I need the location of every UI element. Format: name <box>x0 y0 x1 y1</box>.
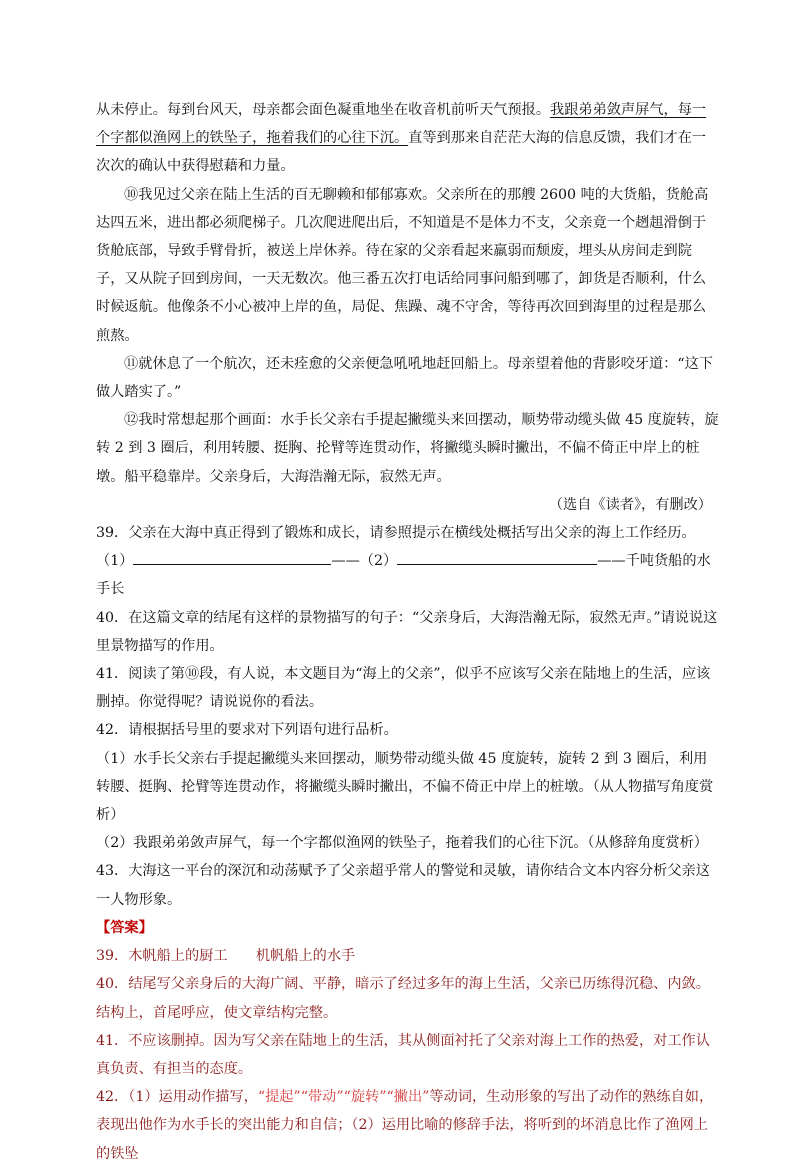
question-42: 42．请根据括号里的要求对下列语句进行品析。 <box>96 722 398 739</box>
answer-blank-2[interactable] <box>397 548 597 565</box>
passage-paragraph-10: ⑩我见过父亲在陆上生活的百无聊赖和郁郁寡欢。父亲所在的那艘 2600 吨的大货船，货舱高达四五米，进出都必须爬梯子。几次爬进爬出后，不知道是不是体力不支，父亲竟一个趔趄滑倒于货舱底部，导致手臂骨折，被送上岸休养。待在家的父亲看起来羸弱而颓废，埋头从房间走到院子，又从院子回到房间，一天无数次。他三番五次打电话给同事问船到哪了，卸货是否顺利，什么时候返航。他像条不小心被冲上岸的鱼，局促、焦躁、魂不守舍，等待再次回到海里的过程是那么煎熬。 <box>96 186 709 344</box>
passage-paragraph-9-end <box>96 96 720 181</box>
answers-section <box>96 942 720 1168</box>
source-note: （选自《读者》，有删改） <box>548 496 712 513</box>
document-page <box>96 96 720 1168</box>
answer-blank-1[interactable] <box>133 548 331 565</box>
question-42-item-1: （1）水手长父亲右手提起撇缆头来回摆动，顺势带动缆头做 45 度旋转，旋转 2 到 3 圈后，利用转腰、挺胸、抡臂等连贯动作，将撇缆头瞬时撇出，不偏不倚正中岸上的桩墩。（从人物描写角度赏析） <box>96 750 714 824</box>
answer-41: 41．不应该删掉。因为写父亲在陆地上的生活，其从侧面衬托了父亲对海上工作的热爱，对工作认真负责、有担当的态度。 <box>96 1032 710 1077</box>
highlighted-verbs: “提起”“带动”“旋转”“撇出” <box>257 1089 430 1106</box>
passage-text: 从未停止。每到台风天，母亲都会面色凝重地坐在收音机前听天气预报。 <box>96 102 551 118</box>
question-40: 40．在这篇文章的结尾有这样的景物描写的句子：“父亲身后，大海浩瀚无际，寂然无声。”请说说这里景物描写的作用。 <box>96 609 718 654</box>
question-42-item-2: （2）我跟弟弟敛声屏气，每一个字都似渔网的铁坠子，拖着我们的心往下沉。（从修辞角度赏析） <box>96 835 708 852</box>
passage-text: 直等到那来自茫茫大海的信息反馈，我们才在一次次的确认中获得慰藉和力量。 <box>96 130 707 175</box>
answer-text: 等动词，生动形象的写出了动作的熟练自如，表现出他作为水手长的突出能力和自信；（2）运用比喻的修辞手法，将听到的坏消息比作了渔网上的铁坠 <box>96 1089 714 1162</box>
question-43: 43．大海这一平台的深沉和动荡赋予了父亲超乎常人的警觉和灵敏，请你结合文本内容分析父亲这一人物形象。 <box>96 863 710 908</box>
blank-hint: ——千吨货船的水手长 <box>96 553 711 598</box>
underlined-sentence: 我跟弟弟敛声屏气，每一个字都似渔网上的铁坠子，拖着我们的心往下沉。 <box>96 102 707 147</box>
question-39-blanks <box>96 547 720 603</box>
question-39: 39．父亲在大海中真正得到了锻炼和成长，请参照提示在横线处概括写出父亲的海上工作经历。 <box>96 525 696 542</box>
answer-heading: 【答案】 <box>96 919 153 936</box>
passage-paragraph-11: ⑪就休息了一个航次，还未痊愈的父亲便急吼吼地赶回船上。母亲望着他的背影咬牙道：“这下做人踏实了。” <box>96 355 713 401</box>
blank-number-2: ——（2） <box>331 553 398 570</box>
answer-text: 42．（1）运用动作描写， <box>96 1089 258 1106</box>
blank-number-1: （1） <box>96 553 134 570</box>
answer-39: 39．木帆船上的厨工 机帆船上的水手 <box>96 948 356 965</box>
answer-42 <box>96 1083 720 1168</box>
answer-40: 40．结尾写父亲身后的大海广阔、平静，暗示了经过多年的海上生活，父亲已历练得沉稳、内敛。结构上，首尾呼应，使文章结构完整。 <box>96 976 710 1021</box>
passage-paragraph-12: ⑫我时常想起那个画面：水手长父亲右手提起撇缆头来回摆动，顺势带动缆头做 45 度旋转，旋转 2 到 3 圈后，利用转腰、挺胸、抡臂等连贯动作，将撇缆头瞬时撇出，不偏不倚正中岸上的桩墩。船平稳靠岸。父亲身后，大海浩瀚无际，寂然无声。 <box>96 412 719 485</box>
question-41: 41．阅读了第⑩段，有人说，本文题目为“海上的父亲”，似乎不应该写父亲在陆地上的生活，应该删掉。你觉得呢？请说说你的看法。 <box>96 666 711 711</box>
